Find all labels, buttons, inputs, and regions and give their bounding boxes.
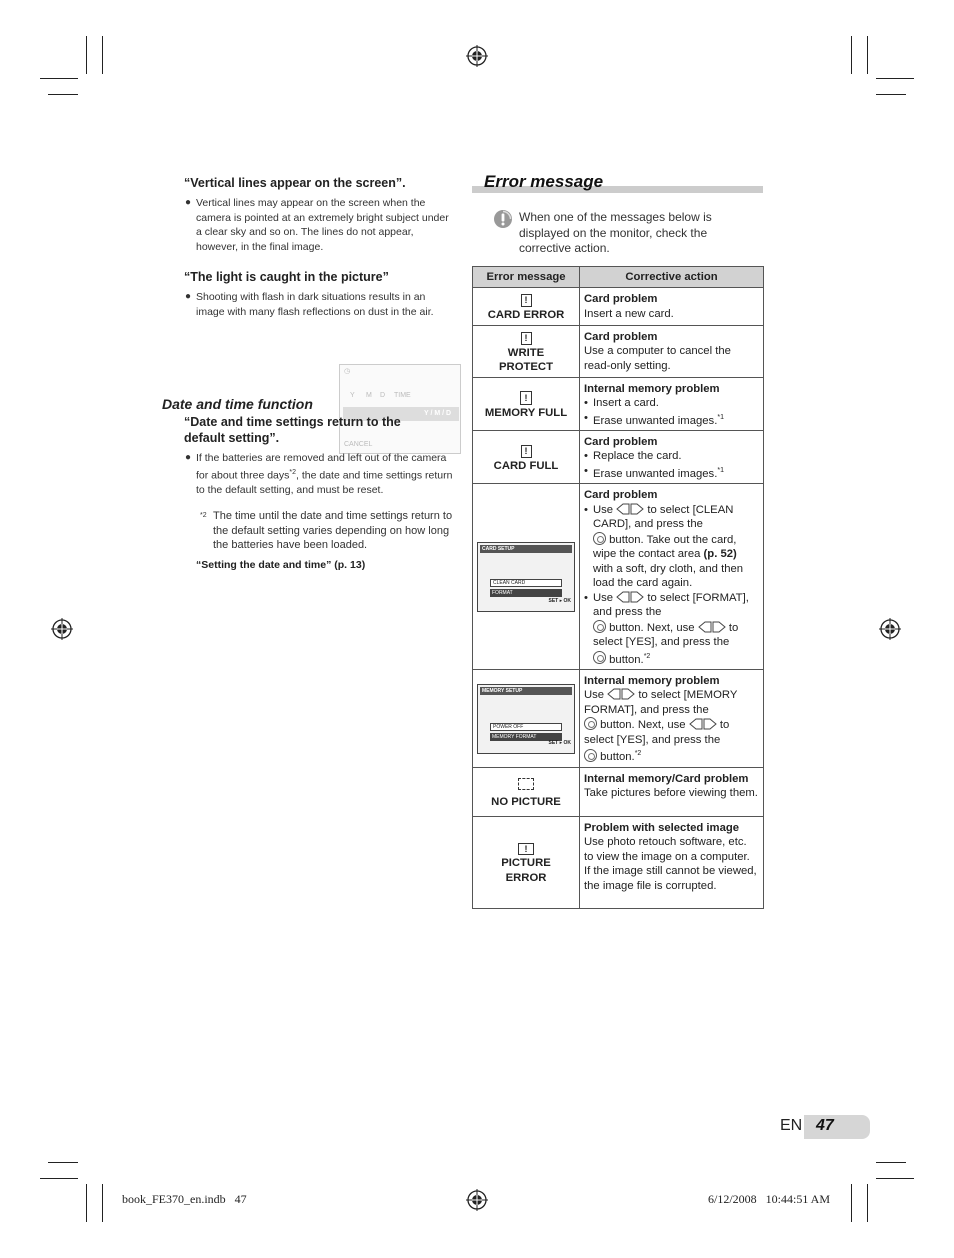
write-protect-icon: ! — [521, 332, 532, 345]
memory-full-icon: ! — [520, 391, 532, 405]
up-down-arrow-buttons-icon — [689, 718, 717, 730]
up-down-arrow-buttons-icon — [616, 591, 644, 603]
crop-mark — [86, 1184, 87, 1222]
registration-mark-icon — [51, 618, 73, 640]
page-title: Error message — [484, 172, 604, 191]
print-timestamp: 6/12/2008 10:44:51 AM — [708, 1192, 831, 1206]
ok-func-button-icon — [584, 749, 597, 762]
crop-mark — [48, 94, 78, 95]
intro-text: When one of the messages below is displayed on the monitor, check the corrective action. — [519, 210, 712, 256]
clock-icon: ◷ — [344, 368, 351, 375]
crop-mark — [867, 36, 868, 74]
bullet-icon: ● — [185, 197, 192, 208]
caution-icon — [493, 209, 513, 229]
page-number: 47 — [816, 1117, 834, 1134]
file-info: book_FE370_en.indb 47 — [122, 1192, 247, 1206]
error-message-table — [472, 266, 764, 909]
section-heading: “Date and time settings return to the default setting”. — [184, 415, 401, 445]
section-heading: “The light is caught in the picture” — [184, 270, 389, 284]
bullet-text: ● If the batteries are removed and left out of the camera for about three days$^{*2}$, the date and time settings return to the default setting, and must be reset. — [185, 452, 453, 496]
card-error-icon: ! — [521, 294, 532, 307]
registration-mark-icon — [466, 1189, 488, 1211]
page-reference: “Setting the date and time” (p. 13) — [196, 559, 366, 571]
table-row: MEMORY SETUP POWER OFF MEMORY FORMAT SET ▸ OK Internal memory problem Use to select [MEMORY FORMAT], and press the button. Next, use to select [YES], and press the button.$^{*2}$ — [473, 669, 764, 767]
date-time-screen-image: ◷ Y M D TIME Y / M / D CANCEL — [339, 364, 461, 454]
ok-func-button-icon — [584, 717, 597, 730]
crop-mark — [48, 1162, 78, 1163]
registration-mark-icon — [879, 618, 901, 640]
table-row: ! MEMORY FULL Internal memory problem • Insert a card. • Erase unwanted images.$^{*1}$ — [473, 377, 764, 430]
section-title: Date and time function — [162, 396, 313, 412]
table-row: CARD SETUP CLEAN CARD FORMAT SET ▸ OK Card problem • Use to select [CLEAN CARD], and press the button. Take out the card, wipe the contact area (p. 52) with a soft, dry cloth, and then load the card again. • Use to select [FORMAT], and press the button. Next, use to select [YES], and press the button.$^{*2}$ — [473, 484, 764, 670]
picture-error-icon: ! — [518, 843, 534, 855]
registration-mark-icon — [466, 45, 488, 67]
table-row: ! CARD FULL Card problem • Replace the card. • Erase unwanted images.$^{*1}$ — [473, 430, 764, 483]
crop-mark — [102, 1184, 103, 1222]
table-row: ! CARD ERROR Card problem Insert a new card. — [473, 288, 764, 326]
crop-mark — [86, 36, 87, 74]
crop-mark — [40, 1178, 78, 1179]
no-picture-icon — [518, 778, 534, 790]
table-row: ! WRITE PROTECT Card problem Use a computer to cancel the read-only setting. — [473, 325, 764, 377]
crop-mark — [102, 36, 103, 74]
crop-mark — [876, 1178, 914, 1179]
ok-func-button-icon — [593, 532, 606, 545]
page-number-tab — [804, 1115, 870, 1139]
bullet-text: ● Vertical lines may appear on the screen when the camera is pointed at an extremely bright subject under a clear sky and so on. The lines do not appear, however, in the final image. — [185, 197, 449, 253]
crop-mark — [876, 94, 906, 95]
crop-mark — [40, 78, 78, 79]
language-label: EN — [780, 1117, 803, 1134]
up-down-arrow-buttons-icon — [616, 503, 644, 515]
bullet-text: ● Shooting with flash in dark situations results in an image with many flash reflections on dust in the air. — [185, 291, 434, 318]
crop-mark — [867, 1184, 868, 1222]
crop-mark — [876, 78, 914, 79]
memory-setup-screen-image: MEMORY SETUP POWER OFF MEMORY FORMAT SET ▸ OK — [477, 684, 575, 754]
crop-mark — [851, 36, 852, 74]
up-down-arrow-buttons-icon — [698, 621, 726, 633]
crop-mark — [851, 1184, 852, 1222]
ok-func-button-icon — [593, 651, 606, 664]
card-setup-screen-image: CARD SETUP CLEAN CARD FORMAT SET ▸ OK — [477, 542, 575, 612]
table-row: ! PICTURE ERROR Problem with selected image Use photo retouch software, etc. to view the image on a computer. If the image still cannot be viewed, the image file is corrupted. — [473, 816, 764, 908]
table-header-error-message: Error message — [473, 267, 580, 288]
table-header-corrective-action: Corrective action — [580, 267, 764, 288]
section-heading: “Vertical lines appear on the screen”. — [184, 176, 406, 190]
up-down-arrow-buttons-icon — [607, 688, 635, 700]
bullet-icon: ● — [185, 291, 192, 302]
footnote: *2 The time until the date and time settings return to the default setting varies depending on how long the batteries have been loaded. — [200, 510, 453, 552]
ok-func-button-icon — [593, 620, 606, 633]
bullet-icon: ● — [185, 452, 192, 463]
table-row: NO PICTURE Internal memory/Card problem Take pictures before viewing them. — [473, 767, 764, 816]
card-full-icon: ! — [521, 445, 532, 458]
crop-mark — [876, 1162, 906, 1163]
